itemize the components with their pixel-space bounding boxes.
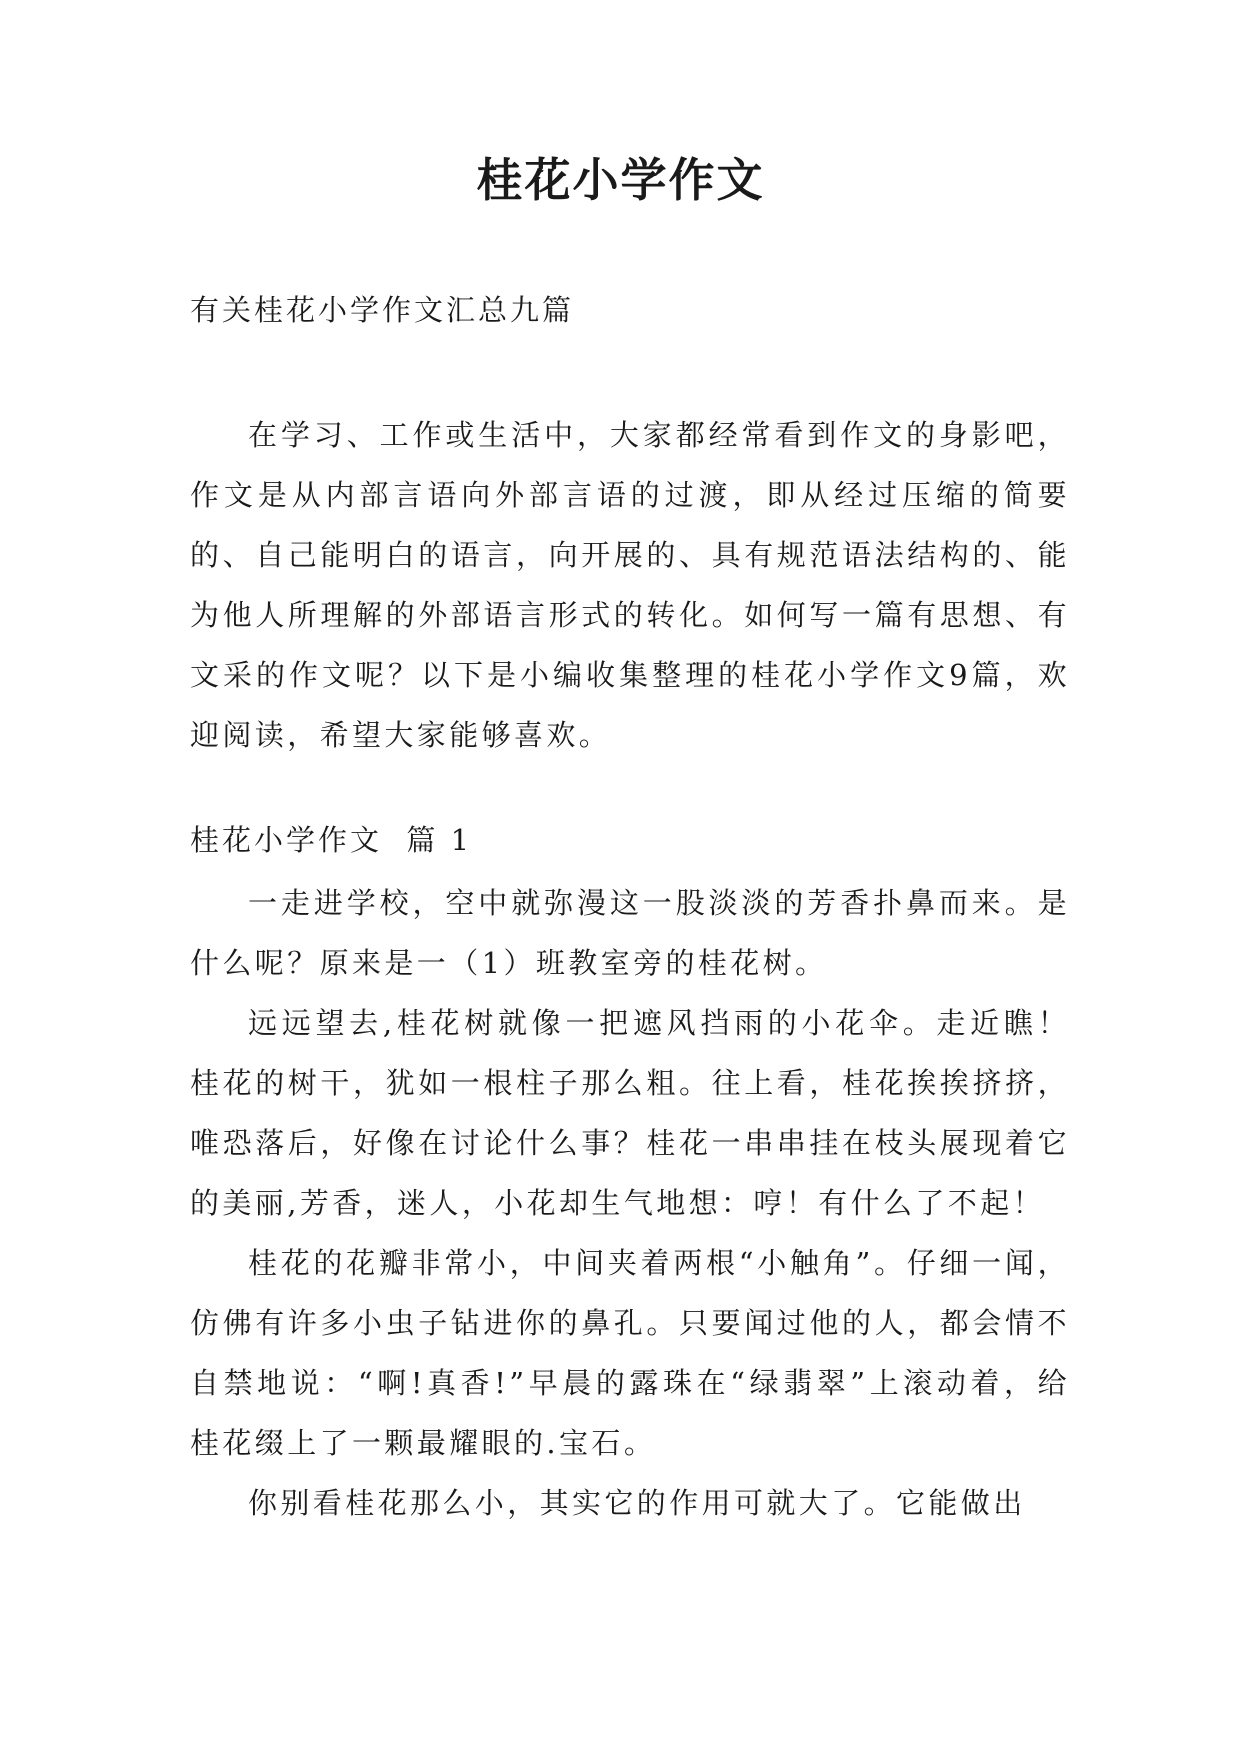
essay-paragraph: 你别看桂花那么小，其实它的作用可就大了。它能做出 — [248, 1486, 1026, 1520]
document-title: 桂花小学作文 — [476, 153, 765, 207]
document-subtitle: 有关桂花小学作文汇总九篇 — [190, 293, 575, 327]
essay-paragraph: 桂花的花瓣非常小，中间夹着两根“小触角”。仔细一闻，仿佛有许多小虫子钻进你的鼻孔。只要闻过他的人，都会情不自禁地说：“啊!真香!”早晨的露珠在“绿翡翠”上滚动着，给桂花缀上了一颗最耀眼的.宝石。 — [190, 1246, 1070, 1460]
intro-paragraph: 在学习、工作或生活中，大家都经常看到作文的身影吧，作文是从内部言语向外部言语的过渡，即从经过压缩的简要的、自己能明白的语言，向开展的、具有规范语法结构的、能为他人所理解的外部语言形式的转化。如何写一篇有思想、有文采的作文呢？以下是小编收集整理的桂花小学作文9篇，欢迎阅读，希望大家能够喜欢。 — [190, 418, 1070, 752]
section-heading: 桂花小学作文 篇 1 — [190, 823, 473, 857]
essay-body — [190, 873, 1070, 1533]
essay-paragraph: 一走进学校，空中就弥漫这一股淡淡的芳香扑鼻而来。是什么呢？原来是一（1）班教室旁的桂花树。 — [190, 886, 1070, 980]
essay-paragraph: 远远望去,桂花树就像一把遮风挡雨的小花伞。走近瞧！桂花的树干，犹如一根柱子那么粗。往上看，桂花挨挨挤挤，唯恐落后，好像在讨论什么事？桂花一串串挂在枝头展现着它的美丽,芳香，迷人，小花却生气地想：哼！有什么了不起！ — [190, 1006, 1070, 1220]
intro-block — [190, 405, 1070, 765]
